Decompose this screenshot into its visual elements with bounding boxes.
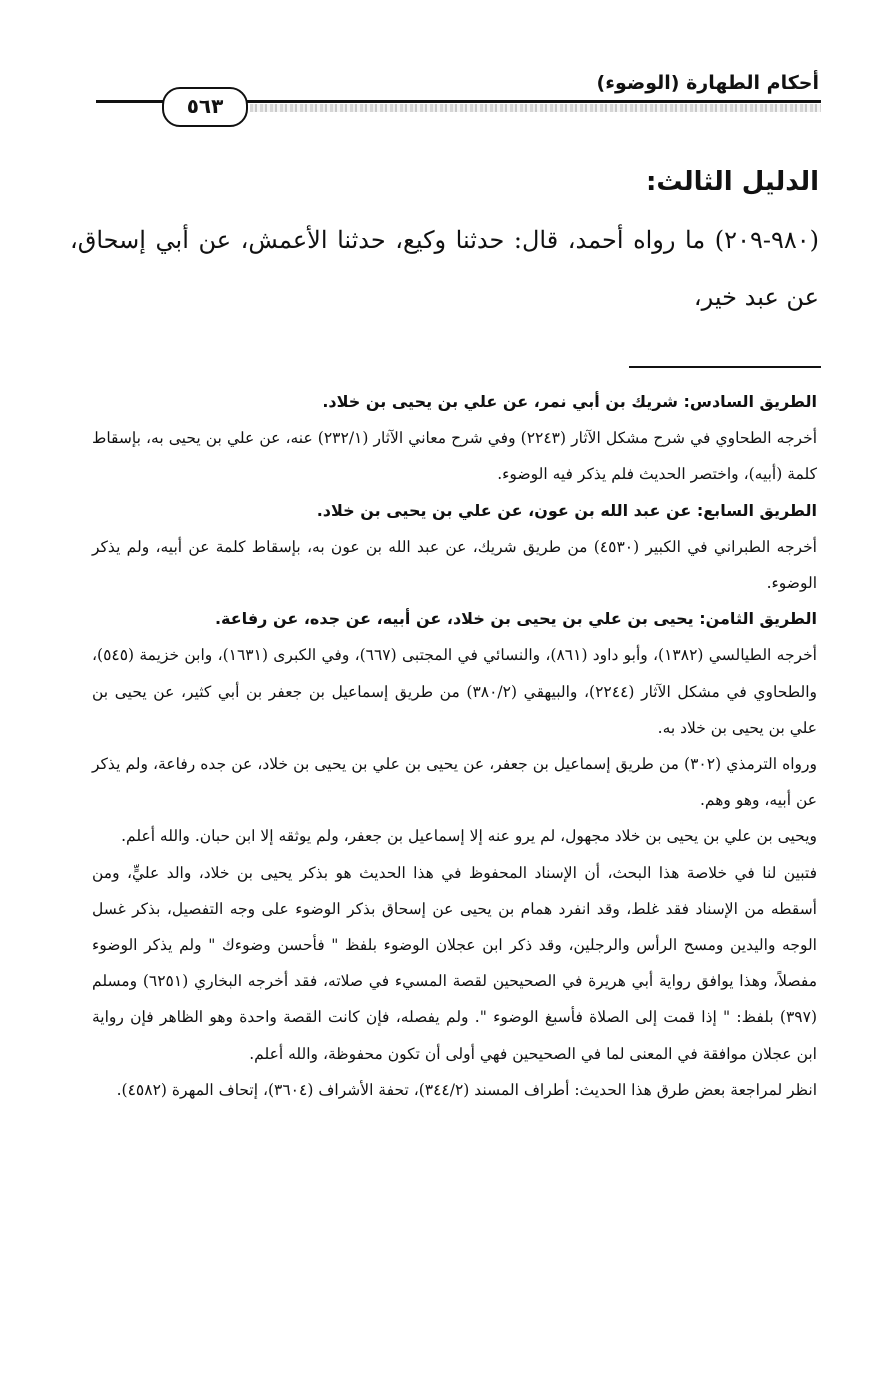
- footnote-separator: [629, 366, 821, 368]
- footnote-paragraph: ورواه الترمذي (٣٠٢) من طريق إسماعيل بن جعفر، عن يحيى بن علي بن يحيى بن خلاد، عن جده رفاعة، ولم يذكر عن أبيه، وهو وهم.: [92, 755, 817, 810]
- footnote-subheading: الطريق السابع: عن عبد الله بن عون، عن علي بن يحيى بن خلاد.: [316, 500, 817, 520]
- header-shade-band: [250, 104, 821, 112]
- footnote-paragraph: أخرجه الطحاوي في شرح مشكل الآثار (٢٢٤٣) وفي شرح معاني الآثار (٢٣٢/١) عنه، عن علي بن يحيى به، بإسقاط كلمة (أبيه)، واختصر الحديث فلم يذكر فيه الوضوء.: [92, 429, 817, 484]
- running-header-title: أحكام الطهارة (الوضوء): [596, 72, 819, 94]
- page-number-badge: ٥٦٣: [162, 87, 248, 127]
- footnote-paragraph: فتبين لنا في خلاصة هذا البحث، أن الإسناد المحفوظ في هذا الحديث هو بذكر يحيى بن خلاد، والد عليٍّ، ومن أسقطه من الإسناد فقد غلط، وقد انفرد همام بن يحيى عن إسحاق بذكر الوضوء على وجه التفصيل، بذكر غسل الوجه واليدين ومسح الرأس والرجلين، وقد ذكر ابن عجلان الوضوء بلفظ " فأحسن وضوءك " ولم يذكر الوضوء مفصلاً، وهذا يوافق رواية أبي هريرة في الصحيحين لقصة المسيء في صلاته، فقد أخرجه البخاري (٦٢٥١) ومسلم (٣٩٧) بلفظ: " إذا قمت إلى الصلاة فأسبغ الوضوء ". ولم يفصله، فإن كانت القصة واحدة وهو الظاهر فإن رواية ابن عجلان موافقة في المعنى لما في الصحيحين فهي أولى أن تكون محفوظة، والله أعلم.: [92, 863, 817, 1063]
- footnote-subheading: الطريق السادس: شريك بن أبي نمر، عن علي بن يحيى بن خلاد.: [322, 392, 817, 411]
- footnote-paragraph: أخرجه الطبراني في الكبير (٤٥٣٠) من طريق شريك، عن عبد الله بن عون به، بإسقاط كلمة عن أبيه، ولم يذكر الوضوء.: [92, 537, 817, 593]
- main-paragraph: (٩٨٠-٢٠٩) ما رواه أحمد، قال: حدثنا وكيع، حدثنا الأعمش، عن أبي إسحاق، عن عبد خير،: [70, 226, 819, 311]
- footnote-subheading: الطريق الثامن: يحيى بن علي بن يحيى بن خلاد، عن أبيه، عن جده، عن رفاعة.: [214, 609, 817, 629]
- footnote-paragraph: ويحيى بن علي بن يحيى بن خلاد مجهول، لم يرو عنه إلا إسماعيل بن جعفر، ولم يوثقه إلا ابن حبان. والله أعلم.: [121, 827, 817, 846]
- footnotes-block: [92, 384, 817, 1108]
- footnote-paragraph: انظر لمراجعة بعض طرق هذا الحديث: أطراف المسند (٣٤٤/٢)، تحفة الأشراف (٣٦٠٤)، إتحاف المهرة (٤٥٨٢).: [116, 1080, 817, 1099]
- section-heading: الدليل الثالث:: [645, 167, 819, 197]
- footnote-paragraph: أخرجه الطيالسي (١٣٨٢)، وأبو داود (٨٦١)، والنسائي في المجتبى (٦٦٧)، وفي الكبرى (١٦٣١)، وابن خزيمة (٥٤٥)، والطحاوي في مشكل الآثار (٢٢٤٤)، والبيهقي (٣٨٠/٢) من طريق إسماعيل بن جعفر بن أبي كثير، عن يحيى بن علي بن يحيى بن خلاد به.: [92, 646, 817, 737]
